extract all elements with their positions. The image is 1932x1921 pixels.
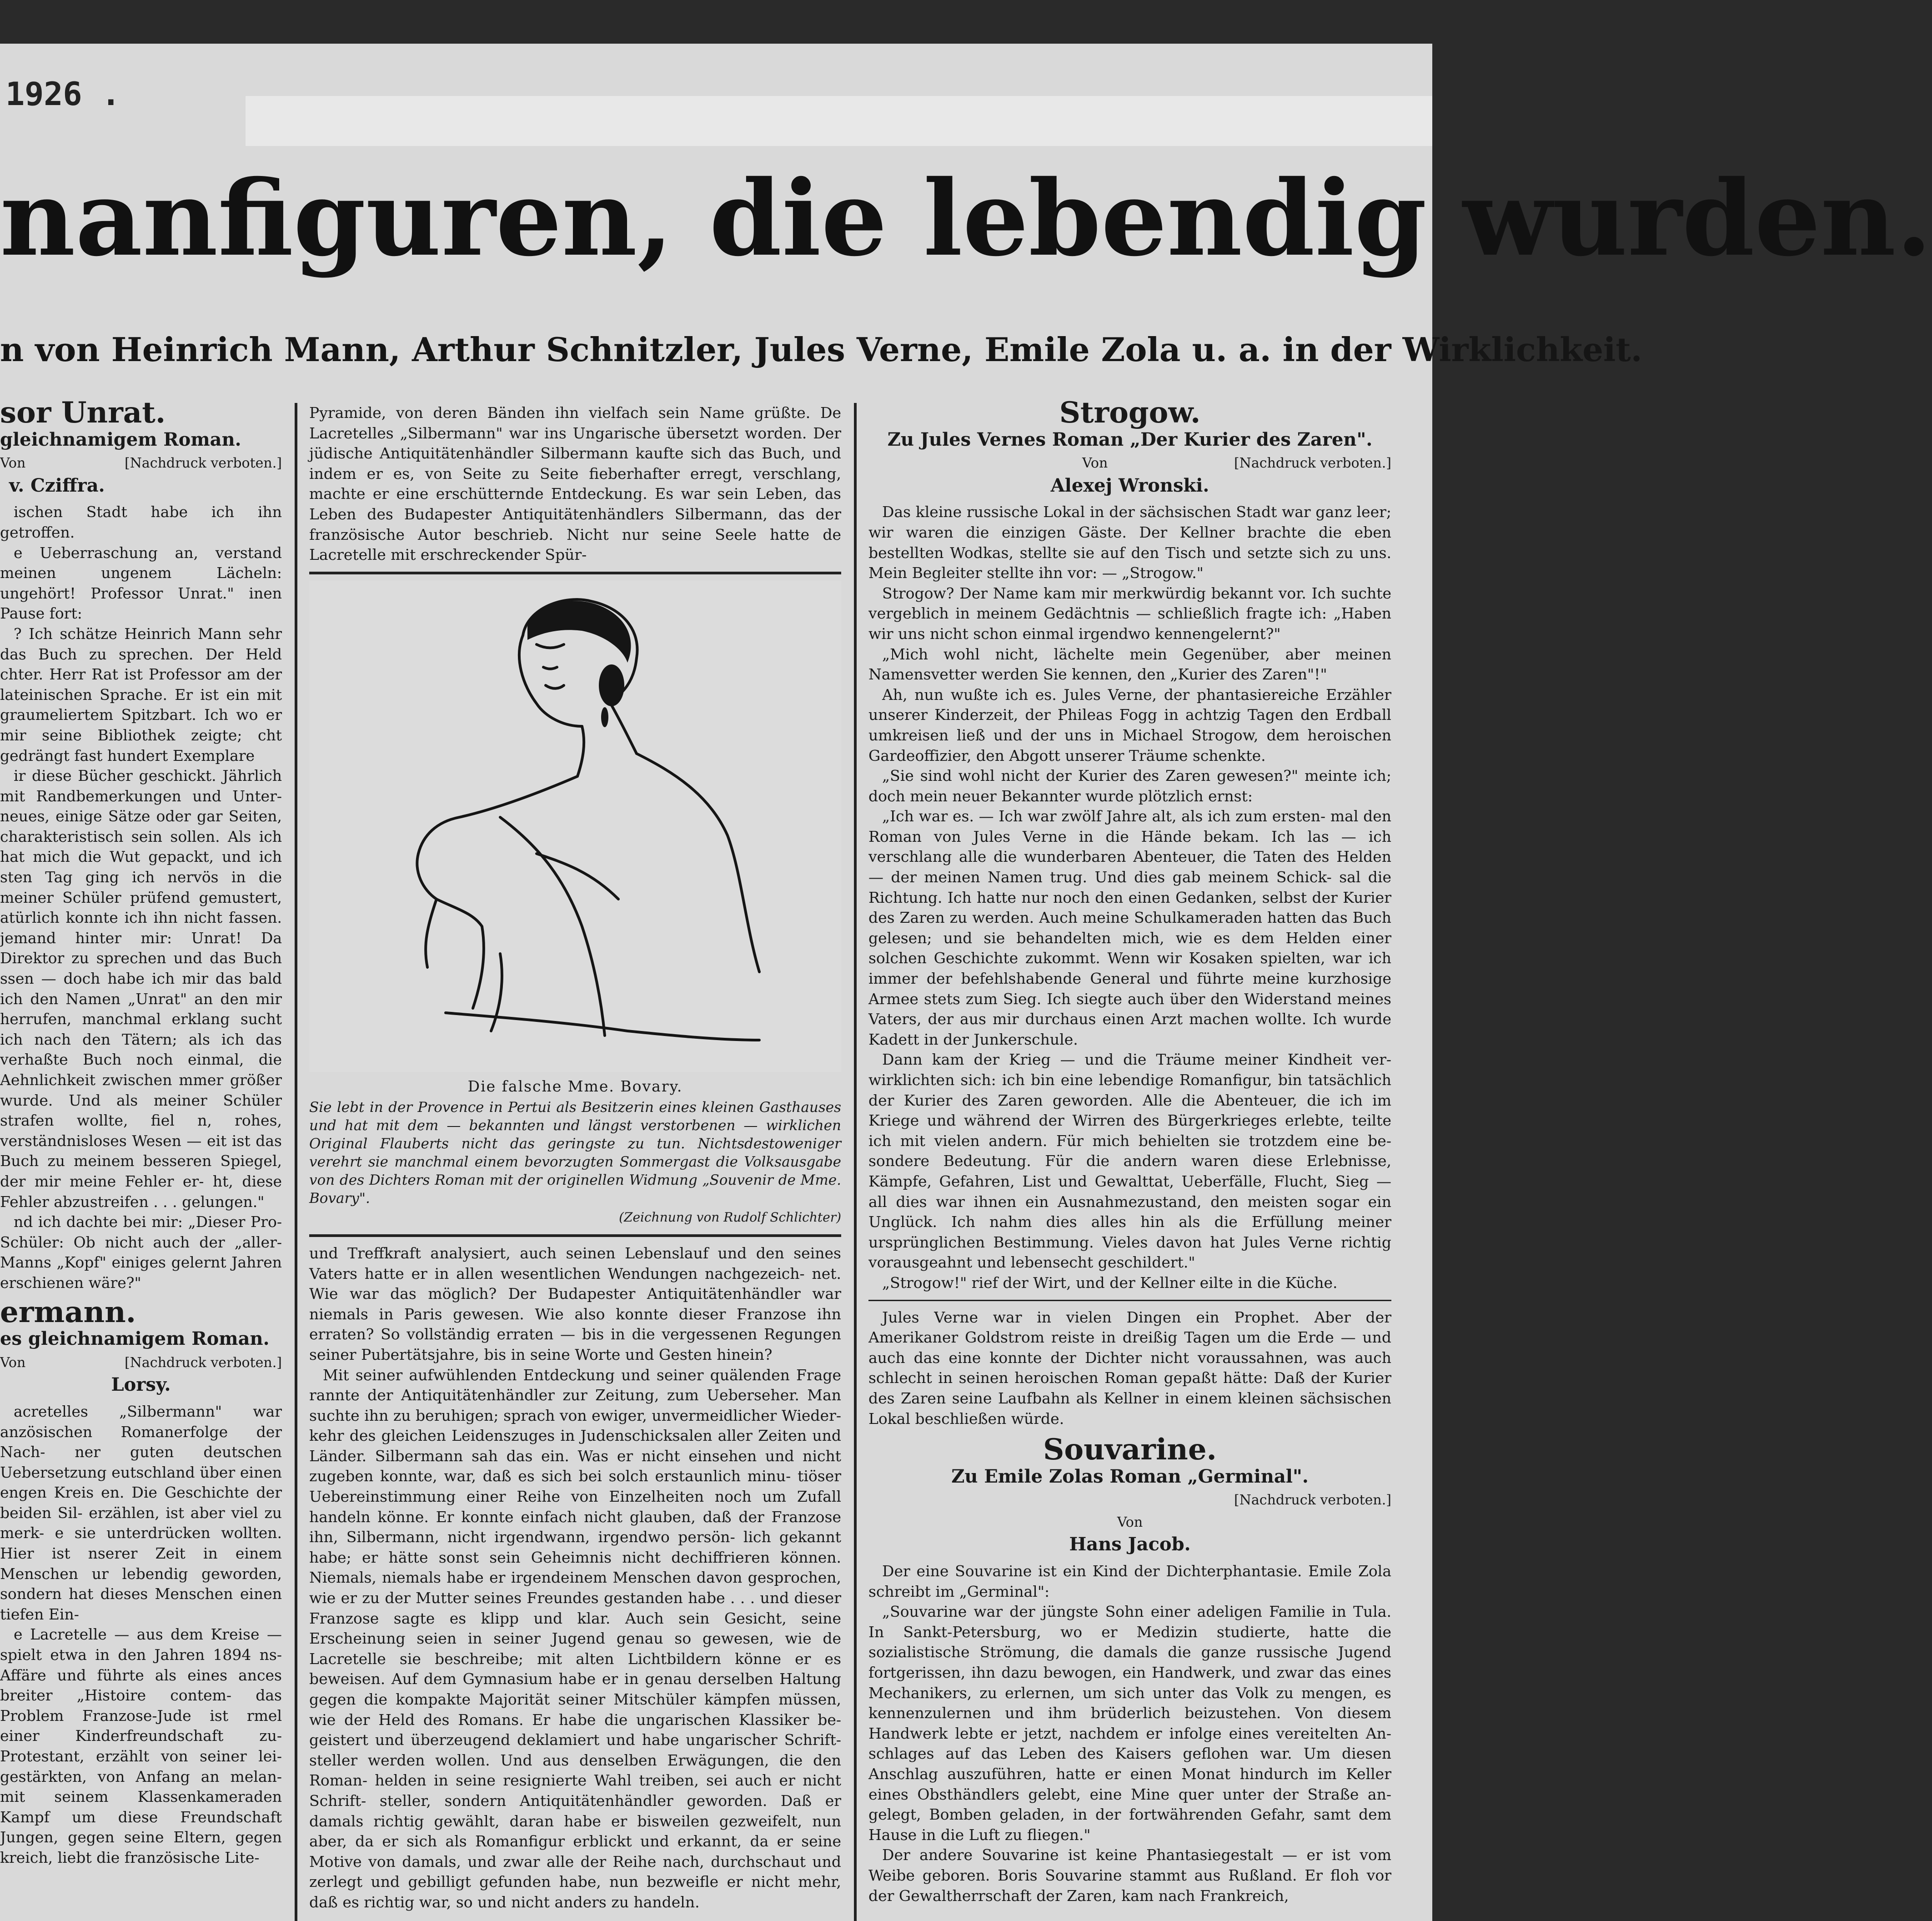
byline-von: Von bbox=[0, 455, 26, 472]
byline-von: Von bbox=[1082, 455, 1108, 472]
article-subtitle-unrat: gleichnamigem Roman. bbox=[0, 428, 241, 450]
paragraph: Jules Verne war in vielen Dingen ein Prophet. Aber der Amerikaner Goldstrom reiste in dreißig Tagen um die Erde — und auch das eine konnte der Dichter nicht voraussahnen, was auch schlecht in seinen heroischen Roman gepaßt hätte: Daß der Kurier des Zaren seine Laufbahn als Kellner in einem kleinen sächsischen Lokal beschließen würde. bbox=[868, 1308, 1391, 1428]
paragraph: und Treffkraft analysiert, auch seinen Lebenslauf und den seines Vaters hatte er in allen wesentlichen Wendungen nachgezeich- net. Wie war das möglich? Der Budapester Antiquitätenhändler war niemals in Paris gewesen. Wie also konnte dieser Franzose ihn erraten? So vollständig erraten — bis in die vergessenen Regungen seiner Pubertätsjahre, bis in seine Worte und Gesten hinein? bbox=[309, 1244, 841, 1363]
article-author: Lorsy. bbox=[111, 1374, 171, 1396]
byline-von: Von bbox=[1117, 1514, 1143, 1530]
article-title-souvarine: Souvarine. bbox=[1043, 1433, 1217, 1467]
reprint-notice: [Nachdruck verboten.] bbox=[1234, 1492, 1391, 1509]
column-left bbox=[0, 396, 282, 1921]
column-right bbox=[868, 396, 1391, 1921]
illustration-caption: Sie lebt in der Provence in Pertui als Besitzerin eines kleinen Gasthauses und hat mit dem — bekannten und längst verstorbenen — wirklichen Original Flauberts nicht das geringste zu tun. Nichtsdestoweniger verehrt sie manchmal einem bevorzugten Sommergast die Volksausgabe von des Dichters Roman mit der originellen Widmung „Souvenir de Mme. Bovary". bbox=[309, 1099, 841, 1207]
paragraph: „Strogow!" rief der Wirt, und der Kellner eilte in die Küche. bbox=[882, 1273, 1338, 1292]
portrait-sketch bbox=[309, 581, 841, 1072]
article-title-unrat: sor Unrat. bbox=[0, 396, 166, 430]
byline-row bbox=[868, 1513, 1391, 1533]
paragraph: Mit seiner aufwühlenden Entdeckung und seiner quälenden Frage rannte der Antiquitätenhändler zur Zeitung, zum Ueberseher. Man suchte ihn zu beruhigen; sprach von ewiger, unvermeidlicher Wieder- kehr des gleichen Leidenszuges in Judenschicksalen aller Zeiten und Länder. Silbermann sah das ein. Was er nicht einsehen und nicht zugeben konnte, war, daß es sich bei solch erstaunlich minu- tiöser Uebereinstimmung einer Reihe von Einzelheiten noch um Zufall handeln könne. Er konnte einfach nicht glauben, daß der Franzose ihn, Silbermann, nicht irgendwann, irgendwo persön- lich gekannt habe; er hätte sonst sein Geheimnis nicht dechiffrieren können. Niemals, niemals habe er irgendeinem Menschen davon gesprochen, wie er zu der Mutter seines Freundes gestanden habe . . . und dieser Franzose sagte es klipp und klar. Auch sein Gesicht, seine Erscheinung seien in seiner Jugend genau so gewesen, wie de Lacretelle sie beschreibe; mit alten Lichtbildern könne er es beweisen. Auf dem Gymnasium habe er in genau derselben Haltung gegen die kompakte Majorität seiner Mitschüler kämpfen müssen, wie der Held des Romans. Er habe die ungarischen Klassiker be- geistert und überzeugend deklamiert und habe ungarischer Schrift- steller werden wollen. Und aus denselben Erwägungen, die den Roman- helden in seine resignierte Wahl treiben, sei auch er nicht Schrift- steller, sondern Antiquitätenhändler geworden. Daß er damals richtig gewählt, daran habe er bisweilen gezweifelt, nun aber, da er sich als Romanfigur erblickt und erkannt, da er seine Motive von damals, und zwar alle der Reihe nach, durchschaut und zerlegt und gebilligt gefunden habe, nun bezweifle er nicht mehr, daß es richtig war, so und nicht anders zu handeln. bbox=[309, 1366, 841, 1911]
column-rule-right bbox=[854, 403, 857, 1921]
paragraph: ? Ich schätze Heinrich Mann sehr das Buch zu sprechen. Der Held chter. Herr Rat ist Professor am der lateinischen Sprache. Er ist ein mit graumeliertem Spitzbart. Ich wo er mir seine Bibliothek zeigte; cht gedrängt fast hundert Exemplare bbox=[0, 624, 282, 764]
paragraph: Pyramide, von deren Bänden ihn vielfach sein Name grüßte. De Lacretelles „Silbermann" war ins Ungarische übersetzt worden. Der jüdische Antiquitätenhändler Silbermann kaufte sich das Buch, und indem er es, von Seite zu Seite fieberhafter erregt, verschlang, machte er eine erschütternde Entdeckung. Es war sein Leben, das Leben des Budapester Antiquitätenhändlers Silbermann, das der französische Autor beschrieb. Nicht nur seine Seele hatte de Lacretelle mit erschreckender Spür- bbox=[309, 404, 841, 564]
illustration bbox=[309, 581, 841, 1072]
paragraph: nd ich dachte bei mir: „Dieser Pro- Schüler: Ob nicht auch der „aller- Manns „Kopf" einiges gelernt Jahren erschienen wäre?" bbox=[0, 1213, 282, 1292]
subheadline: n von Heinrich Mann, Arthur Schnitzler, Jules Verne, Emile Zola u. a. in der Wirklichkeit. bbox=[0, 330, 1642, 369]
article-author: v. Cziffra. bbox=[9, 474, 105, 496]
paragraph: „Mich wohl nicht, lächelte mein Gegenüber, aber meinen Namensvetter werden Sie kennen, den „Kurier des Zaren"!" bbox=[868, 645, 1391, 684]
rule bbox=[309, 1234, 841, 1237]
article-subtitle-silbermann: es gleichnamigem Roman. bbox=[0, 1328, 270, 1350]
reprint-notice: [Nachdruck verboten.] bbox=[1234, 455, 1391, 472]
article-title-silbermann: ermann. bbox=[0, 1295, 136, 1329]
paragraph: e Lacretelle — aus dem Kreise — spielt etwa in den Jahren 1894 ns-Affäre und führte als eines ances breiter „Histoire contem- das Problem Franzose-Jude ist rmel einer Kinderfreundschaft zu- Protestant, erzählt von seiner lei- gestärkten, von Anfang an melan- mit seinem Klassenkameraden Kampf um diese Freundschaft Jungen, gegen seine Eltern, gegen kreich, liebt die französische Lite- bbox=[0, 1625, 282, 1866]
byline-row bbox=[0, 1353, 282, 1373]
paragraph: Das kleine russische Lokal in der sächsischen Stadt war ganz leer; wir waren die einzigen Gäste. Der Kellner brachte die eben bestellten Wodkas, stellte sie auf den Tisch und setzte sich zu uns. Mein Begleiter stellte ihn vor: — „Strogow." bbox=[868, 503, 1391, 582]
reprint-notice: [Nachdruck verboten.] bbox=[124, 1354, 282, 1371]
article-author: Hans Jacob. bbox=[1069, 1534, 1191, 1555]
paragraph: „Sie sind wohl nicht der Kurier des Zaren gewesen?" meinte ich; doch mein neuer Bekannter wurde plötzlich ernst: bbox=[868, 767, 1391, 805]
paragraph: Der eine Souvarine ist ein Kind der Dichterphantasie. Emile Zola schreibt im „Germinal": bbox=[868, 1562, 1391, 1600]
rule bbox=[309, 572, 841, 574]
issue-date: 1926 . bbox=[5, 75, 120, 113]
article-subtitle-souvarine: Zu Emile Zolas Roman „Germinal". bbox=[951, 1465, 1309, 1487]
illustration-credit: (Zeichnung von Rudolf Schlichter) bbox=[619, 1210, 841, 1225]
reprint-notice: [Nachdruck verboten.] bbox=[124, 455, 282, 472]
masthead-strip bbox=[246, 96, 1432, 146]
byline-row bbox=[868, 453, 1391, 474]
paragraph: Der andere Souvarine ist keine Phantasiegestalt — er ist vom Weibe geboren. Boris Souvarine stammt aus Rußland. Er floh vor der Gewaltherrschaft der Zaren, kam nach Frankreich, bbox=[868, 1846, 1391, 1905]
newspaper-page bbox=[0, 44, 1932, 1921]
headline: nanfiguren, die lebendig wurden. bbox=[0, 157, 1932, 279]
paragraph: acretelles „Silbermann" war anzösischen Romanerfolge der Nach- ner guten deutschen Uebersetzung eutschland über einen engen Kreis en. Die Geschichte der beiden Sil- erzählen, ist aber viel zu merk- e sie unterdrücken wollten. Hier ist nserer Zeit in einem Menschen ur lebendig geworden, sondern hat dieses Menschen einen tiefen Ein- bbox=[0, 1402, 282, 1623]
paragraph: ir diese Bücher geschickt. Jährlich mit Randbemerkungen und Unter- neues, einige Sätze oder gar Seiten, charakteristisch sein sollen. Als ich hat mich die Wut gepackt, und ich sten Tag ging ich nervös in die meiner Schüler prüfend gemustert, atürlich konnte ich ihn nicht fassen. jemand hinter mir: Unrat! Da Direktor zu sprechen und das Buch ssen — doch habe ich mir das bald ich den Namen „Unrat" an den mir herrufen, manchmal erklang sucht ich nach den Tätern; als ich das verhaßte Buch noch einmal, die Aehnlichkeit zwischen mmer größer wurde. Und als meiner Schüler strafen wollte, fiel n, rohes, verständnisloses Wesen — eit ist das Buch zu meinem besseren Spiegel, der mir meine Fehler er- ht, diese Fehler abzustreifen . . . gelungen." bbox=[0, 767, 282, 1211]
paragraph: Strogow? Der Name kam mir merkwürdig bekannt vor. Ich suchte vergeblich in meinem Gedächtnis — schließlich fragte ich: „Haben wir uns nicht schon einmal irgendwo kennengelernt?" bbox=[868, 584, 1391, 643]
byline-row bbox=[0, 453, 282, 474]
article-author: Alexej Wronski. bbox=[1050, 474, 1209, 496]
column-rule-left bbox=[295, 403, 297, 1921]
paragraph: „Ich war es. — Ich war zwölf Jahre alt, als ich zum ersten- mal den Roman von Jules Verne in die Hände bekam. Ich las — ich verschlang alle die wunderbaren Abenteuer, die Taten des Helden — der meinen Namen trug. Und dies gab meinem Schick- sal die Richtung. Ich hatte nur noch den einen Gedanken, selbst der Kurier des Zaren zu werden. Auch meine Schulkameraden hatten das Buch gelesen; und sie behandelten mich, wie es dem Helden einer solchen Geschichte zukommt. Wenn wir Kosaken spielten, war ich immer der befehlshabende General und führte meine kurzhosige Armee stets zum Sieg. Ich siegte auch über den Widerstand meines Vaters, der aus mir durchaus einen Arzt machen wollte. Ich wurde Kadett in der Junkerschule. bbox=[868, 807, 1391, 1048]
paragraph: ischen Stadt habe ich ihn getroffen. bbox=[0, 503, 282, 541]
byline-row bbox=[868, 1490, 1391, 1511]
article-subtitle-strogow: Zu Jules Vernes Roman „Der Kurier des Zaren". bbox=[887, 428, 1373, 450]
paragraph: e Ueberraschung an, verstand meinen ungenem Lächeln: ungehört! Professor Unrat." inen Pause fort: bbox=[0, 543, 282, 623]
column-middle bbox=[309, 403, 841, 1921]
paragraph: Dann kam der Krieg — und die Träume meiner Kindheit ver- wirklichten sich: ich bin eine lebendige Romanfigur, bin tatsächlich der Kurier des Zaren geworden. Alle die Abenteuer, die ich im Kriege und während der Wirren des Bürgerkrieges erlebte, teilte ich mit vielen andern. Für mich behielten sie trotzdem eine be- sondere Bedeutung. Für die andern waren diese Erlebnisse, Kämpfe, Gefahren, List und Gewalttat, Ueberfälle, Flucht, Sieg — all dies war ihnen ein Ausnahmezustand, den meisten sogar ein Unglück. Ich nahm dies alles hin als die Erfüllung meiner ursprünglichen Bestimmung. Vieles davon hat Jules Verne richtig vorausgeahnt und lebensecht geschildert." bbox=[868, 1051, 1391, 1272]
byline-von: Von bbox=[0, 1354, 26, 1371]
article-title-strogow: Strogow. bbox=[1059, 396, 1201, 430]
paragraph: „Souvarine war der jüngste Sohn einer adeligen Familie in Tula. In Sankt-Petersburg, wo er Medizin studierte, hatte die sozialistische Strömung, die damals die ganze russische Jugend fortgerissen, ihn dazu bewogen, ein Handwerk, und zwar das eines Mechanikers, zu erlernen, um sich unter das Volk zu mengen, es kennenzulernen und ihm brüderlich beizustehen. Von diesem Handwerk lebte er jetzt, nachdem er infolge eines vereitelten An- schlages auf das Leben des Kaisers geflohen war. Um diesen Anschlag auszuführen, hatte er einen Monat hindurch im Keller eines Obsthändlers gelebt, eine Mine quer unter der Straße an- gelegt, Bomben geladen, in der fortwährenden Gefahr, samt dem Hause in die Luft zu fliegen." bbox=[868, 1603, 1391, 1844]
paragraph: Ah, nun wußte ich es. Jules Verne, der phantasiereiche Erzähler unserer Kinderzeit, der Phileas Fogg in achtzig Tagen den Erdball umkreisen ließ und der uns in Michael Strogow, dem heroischen Gardeoffizier, den Abgott unserer Träume schenkte. bbox=[868, 685, 1391, 764]
rule bbox=[868, 1300, 1391, 1301]
caption-title: Die falsche Mme. Bovary. bbox=[467, 1077, 683, 1095]
